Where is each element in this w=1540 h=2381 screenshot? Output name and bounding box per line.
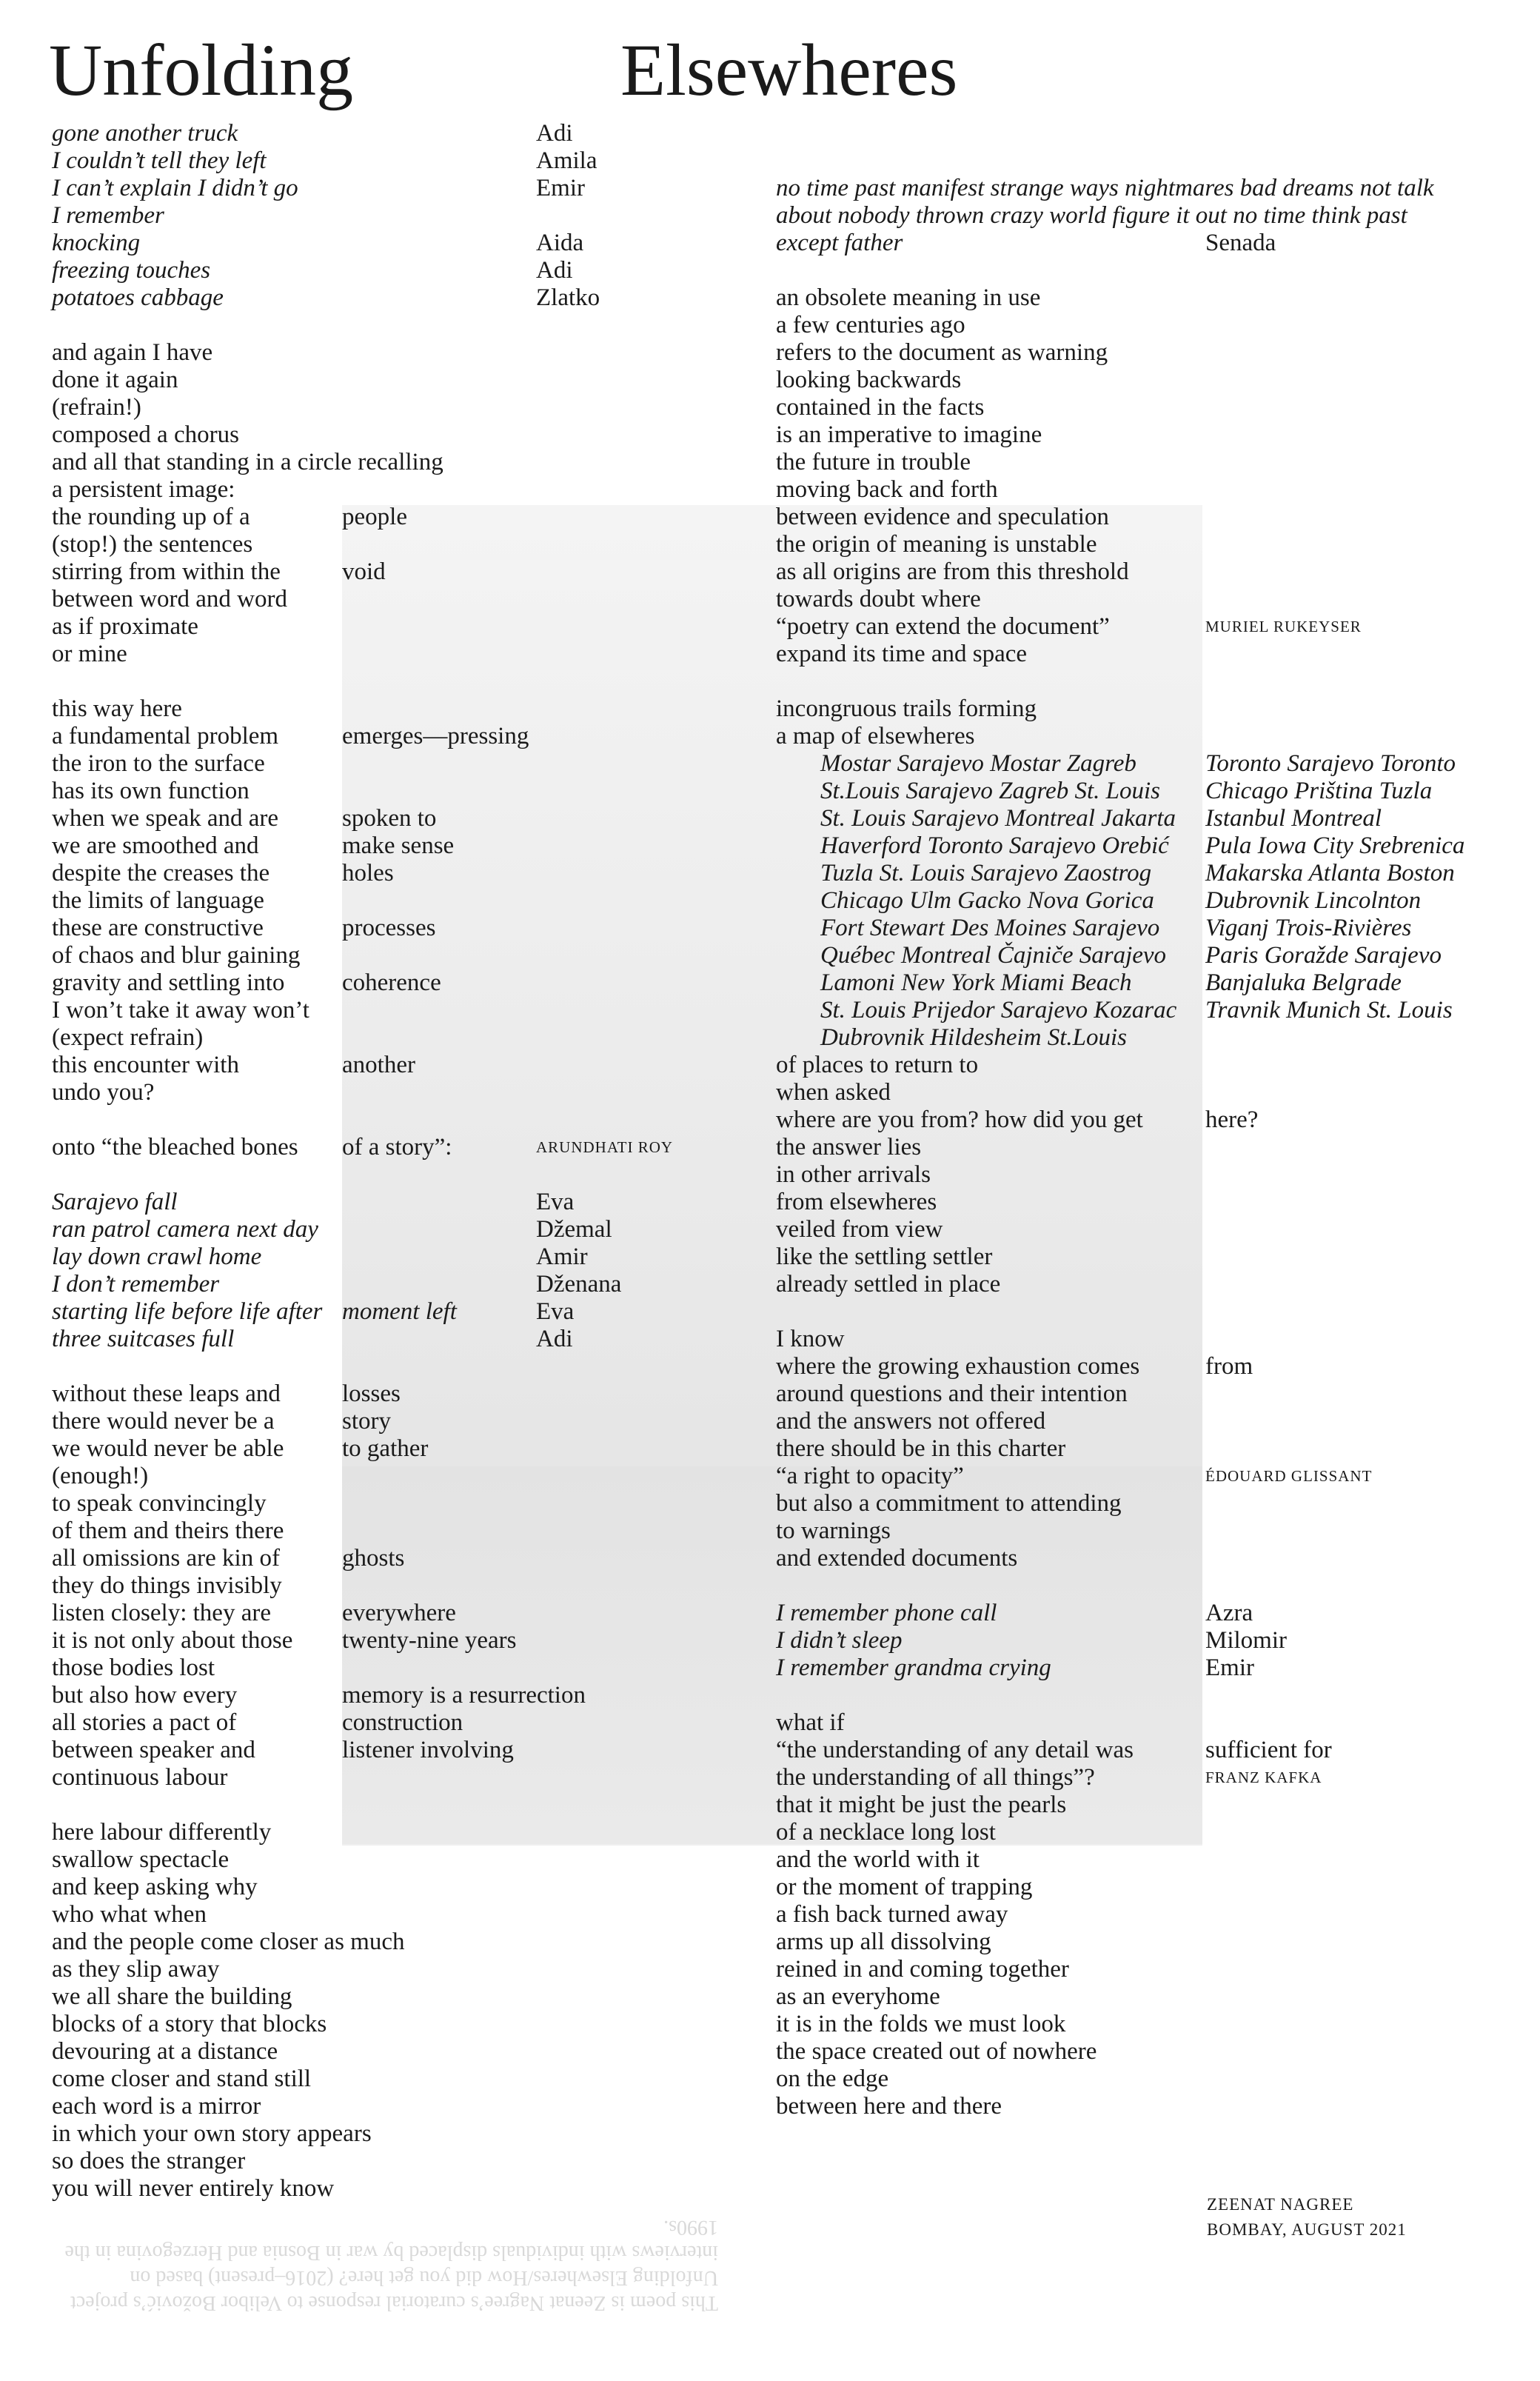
- poem-line: the origin of meaning is unstable: [776, 531, 1097, 558]
- poem-line: [536, 394, 673, 421]
- poem-line: [1205, 1298, 1464, 1326]
- poem-line: I remember: [52, 202, 164, 229]
- poem-line: gravity and settling into: [52, 969, 285, 996]
- poem-line: between speaker and: [52, 1737, 255, 1763]
- poem-line: the future in trouble: [776, 449, 971, 475]
- poem-line: [1205, 1326, 1464, 1353]
- poem-line: [1205, 1380, 1464, 1408]
- poem-line: as they slip away: [52, 1956, 220, 1983]
- poem-line: stirring from within the: [52, 558, 281, 585]
- poem-line: Dubrovnik Hildesheim St.Louis: [820, 1024, 1127, 1051]
- poem-line: people: [342, 504, 407, 530]
- poem-line: [1205, 695, 1464, 723]
- poem-line: [536, 750, 673, 778]
- poem-line: when asked: [776, 1079, 891, 1106]
- poem-line: [1205, 1052, 1464, 1079]
- poem-line: and again I have: [52, 339, 213, 366]
- poem-line: all stories a pact of: [52, 1709, 237, 1736]
- poem-line: [342, 1463, 586, 1490]
- poem-line: from: [1205, 1353, 1253, 1380]
- poem-line: Mostar Sarajevo Mostar Zagreb: [820, 750, 1136, 777]
- poem-line: Eva: [536, 1189, 575, 1215]
- poem-line: [1205, 257, 1464, 284]
- poem-line: [536, 504, 673, 531]
- poem-line: to gather: [342, 1435, 429, 1462]
- poem-line: Zlatko: [536, 284, 600, 311]
- poem-line: and the world with it: [776, 1846, 980, 1873]
- poem-line: there would never be a: [52, 1408, 275, 1435]
- poem-line: swallow spectacle: [52, 1846, 230, 1873]
- poem-line: [536, 887, 673, 915]
- poem-line: moving back and forth: [776, 476, 998, 503]
- poem-line: [536, 367, 673, 394]
- poem-line: that it might be just the pearls: [776, 1791, 1067, 1818]
- poem-line: around questions and their intention: [776, 1380, 1128, 1407]
- poem-line: potatoes cabbage: [52, 284, 224, 311]
- poem-line: Tuzla St. Louis Sarajevo Zaostrog: [820, 860, 1152, 886]
- poem-line: I won’t take it away won’t: [52, 997, 309, 1023]
- poem-line: (enough!): [52, 1463, 149, 1489]
- poem-line: I couldn’t tell they left: [52, 147, 267, 174]
- poem-line: to warnings: [776, 1517, 891, 1544]
- poem-line: [536, 969, 673, 997]
- poem-line: Adi: [536, 120, 573, 147]
- title-unfolding: Unfolding: [49, 29, 354, 111]
- poem-line: construction: [342, 1709, 463, 1736]
- poem-line: [1205, 641, 1464, 668]
- poem-line: [536, 1024, 673, 1052]
- poem-line: Adi: [536, 1326, 573, 1352]
- poem-line: ÉDOUARD GLISSANT: [1205, 1467, 1373, 1485]
- poem-line: refers to the document as warning: [776, 339, 1108, 366]
- poem-line: [1205, 1682, 1464, 1709]
- poem-line: [536, 586, 673, 613]
- poem-line: [1205, 1490, 1464, 1517]
- poem-line: ghosts: [342, 1545, 405, 1572]
- poem-line: (expect refrain): [52, 1024, 204, 1051]
- poem-line: in other arrivals: [776, 1161, 931, 1188]
- poem-line: onto “the bleached bones: [52, 1134, 298, 1161]
- poem-line: [1205, 586, 1464, 613]
- poem-line: [1205, 1079, 1464, 1106]
- poem-line: [1205, 1709, 1464, 1737]
- poem-line: [536, 421, 673, 449]
- poem-line: here labour differently: [52, 1819, 272, 1846]
- poem-line: [536, 668, 673, 695]
- poem-line: the understanding of all things”?: [776, 1764, 1095, 1791]
- poem-line: Fort Stewart Des Moines Sarajevo: [820, 915, 1160, 941]
- signature: [1207, 2192, 1407, 2243]
- signature-place-date: BOMBAY, AUGUST 2021: [1207, 2220, 1407, 2239]
- poem-line: here?: [1205, 1106, 1259, 1133]
- poem-line: Emir: [1205, 1654, 1254, 1681]
- poem-line: [1205, 449, 1464, 476]
- poem-line: St.Louis Sarajevo Zagreb St. Louis: [820, 778, 1160, 804]
- poem-line: Sarajevo fall: [52, 1189, 178, 1215]
- poem-line: ARUNDHATI ROY: [536, 1138, 674, 1156]
- poem-line: [342, 1654, 586, 1682]
- poem-line: Azra: [1205, 1600, 1253, 1626]
- poem-line: veiled from view: [776, 1216, 943, 1243]
- poem-line: to speak convincingly: [52, 1490, 267, 1517]
- poem-line: Dženana: [536, 1271, 622, 1298]
- poem-line: composed a chorus: [52, 421, 239, 448]
- poem-line: where the growing exhaustion comes: [776, 1353, 1140, 1380]
- poem-line: [1205, 558, 1464, 586]
- poem-line: [1205, 504, 1464, 531]
- poem-line: Adi: [536, 257, 573, 284]
- poem-line: listener involving: [342, 1737, 514, 1763]
- poem-line: a map of elsewheres: [776, 723, 975, 749]
- poem-line: [1205, 312, 1464, 339]
- poem-line: Chicago Ulm Gacko Nova Gorica: [820, 887, 1154, 914]
- poem-line: [1205, 1408, 1464, 1435]
- poem-line: this encounter with: [52, 1052, 239, 1078]
- poem-line: is an imperative to imagine: [776, 421, 1042, 448]
- poem-line: Dubrovnik Lincolnton: [1205, 887, 1422, 914]
- poem-line: [536, 1052, 673, 1079]
- poem-line: St. Louis Prijedor Sarajevo Kozarac: [820, 997, 1177, 1023]
- poem-line: (stop!) the sentences: [52, 531, 253, 558]
- title-elsewheres: Elsewheres: [620, 29, 958, 111]
- poem-line: Viganj Trois-Rivières: [1205, 915, 1412, 941]
- speaker-names-column: [536, 120, 673, 1353]
- poem-line: [536, 997, 673, 1024]
- poem-line: emerges—pressing: [342, 723, 529, 749]
- poem-line: [536, 531, 673, 558]
- poem-line: [1205, 1216, 1464, 1243]
- poem-line: each word is a mirror: [52, 2093, 261, 2120]
- poem-line: [342, 1490, 586, 1517]
- poem-line: as all origins are from this threshold: [776, 558, 1129, 585]
- poem-line: ran patrol camera next day: [52, 1216, 318, 1243]
- poem-line: it is not only about those: [52, 1627, 293, 1654]
- poem-line: [1205, 1517, 1464, 1545]
- poem-line: no time past manifest strange ways nightmares bad dreams not talk: [776, 175, 1434, 201]
- poem-line: expand its time and space: [776, 641, 1028, 667]
- poem-line: reined in and coming together: [776, 1956, 1069, 1983]
- poem-line: [536, 558, 673, 586]
- poem-line: when we speak and are: [52, 805, 279, 832]
- poem-line: the rounding up of a: [52, 504, 250, 530]
- poem-line: in which your own story appears: [52, 2120, 372, 2147]
- poem-line: holes: [342, 860, 394, 886]
- poem-line: has its own function: [52, 778, 250, 804]
- poem-line: [1205, 476, 1464, 504]
- poem-line: all omissions are kin of: [52, 1545, 280, 1572]
- poem-line: processes: [342, 915, 436, 941]
- poem-line: or mine: [52, 641, 127, 667]
- poem-line: [1205, 202, 1464, 230]
- poem-line: Senada: [1205, 230, 1276, 256]
- poem-line: on the edge: [776, 2066, 889, 2092]
- poem-line: [536, 942, 673, 969]
- poem-line: contained in the facts: [776, 394, 985, 421]
- poem-line: everywhere: [342, 1600, 456, 1626]
- poem-line: there should be in this charter: [776, 1435, 1066, 1462]
- poem-line: [1205, 1189, 1464, 1216]
- poem-line: looking backwards: [776, 367, 962, 393]
- poem-line: [1205, 175, 1464, 202]
- poem-line: the iron to the surface: [52, 750, 265, 777]
- poem-line: so does the stranger: [52, 2148, 246, 2174]
- poem-line: where are you from? how did you get: [776, 1106, 1143, 1133]
- poem-line: Milomir: [1205, 1627, 1288, 1654]
- poem-line: void: [342, 558, 386, 585]
- poem-line: memory is a resurrection: [342, 1682, 586, 1709]
- poem-line: between here and there: [776, 2093, 1002, 2120]
- poem-line: [1205, 394, 1464, 421]
- poem-far-right-column: [1205, 120, 1464, 1791]
- poem-line: [342, 1517, 586, 1545]
- poem-line: already settled in place: [776, 1271, 1001, 1298]
- poem-line: losses: [342, 1380, 401, 1407]
- poem-line: St. Louis Sarajevo Montreal Jakarta: [820, 805, 1176, 832]
- poem-line: I didn’t sleep: [776, 1627, 903, 1654]
- poem-line: [1205, 1161, 1464, 1189]
- poem-line: blocks of a story that blocks: [52, 2011, 327, 2037]
- poem-line: without these leaps and: [52, 1380, 281, 1407]
- poem-line: [1205, 421, 1464, 449]
- poem-line: despite the creases the: [52, 860, 270, 886]
- poem-line: [536, 339, 673, 367]
- poem-line: a few centuries ago: [776, 312, 965, 338]
- poem-line: [536, 723, 673, 750]
- poem-line: Eva: [536, 1298, 575, 1325]
- poem-line: we are smoothed and: [52, 832, 259, 859]
- poem-line: I can’t explain I didn’t go: [52, 175, 298, 201]
- poem-line: Makarska Atlanta Boston: [1205, 860, 1455, 886]
- poem-line: Emir: [536, 175, 585, 201]
- poem-line: [1205, 120, 1464, 147]
- poem-line: listen closely: they are: [52, 1600, 271, 1626]
- poem-line: come closer and stand still: [52, 2066, 312, 2092]
- poem-line: [536, 1106, 673, 1134]
- poem-line: make sense: [342, 832, 455, 859]
- poem-line: they do things invisibly: [52, 1572, 282, 1599]
- poem-line: “poetry can extend the document”: [776, 613, 1110, 640]
- poem-line: I remember grandma crying: [776, 1654, 1051, 1681]
- poem-line: Istanbul Montreal: [1205, 805, 1382, 832]
- poem-line: Banjaluka Belgrade: [1205, 969, 1402, 996]
- poem-line: [1205, 531, 1464, 558]
- poem-line: between evidence and speculation: [776, 504, 1109, 530]
- poem-line: we all share the building: [52, 1983, 292, 2010]
- poem-line: [536, 860, 673, 887]
- poem-line: [1205, 284, 1464, 312]
- poem-line: [536, 476, 673, 504]
- poem-line: what if: [776, 1709, 845, 1736]
- poem-line: continuous labour: [52, 1764, 228, 1791]
- poem-line: sufficient for: [1205, 1737, 1332, 1763]
- poem-line: “the understanding of any detail was: [776, 1737, 1134, 1763]
- poem-line: three suitcases full: [52, 1326, 235, 1352]
- poem-line: of them and theirs there: [52, 1517, 284, 1544]
- poem-line: and all that standing in a circle recalling: [52, 449, 443, 475]
- poem-line: [1205, 1572, 1464, 1600]
- poem-line: FRANZ KAFKA: [1205, 1769, 1322, 1786]
- poem-line: I remember phone call: [776, 1600, 997, 1626]
- poem-line: undo you?: [52, 1079, 155, 1106]
- poem-line: moment left: [342, 1298, 457, 1325]
- poem-line: [1205, 723, 1464, 750]
- poem-line: (refrain!): [52, 394, 141, 421]
- poem-line: of chaos and blur gaining: [52, 942, 301, 969]
- poem-line: and keep asking why: [52, 1874, 258, 1900]
- poem-line: [1205, 1243, 1464, 1271]
- poem-line: Džemal: [536, 1216, 612, 1243]
- poem-line: [1205, 668, 1464, 695]
- poem-line: the answer lies: [776, 1134, 922, 1161]
- poem-line: lay down crawl home: [52, 1243, 262, 1270]
- poem-line: who what when: [52, 1901, 207, 1928]
- poem-line: spoken to: [342, 805, 437, 832]
- poem-line: a fundamental problem: [52, 723, 279, 749]
- poem-line: and the people come closer as much: [52, 1928, 405, 1955]
- poem-line: from elsewheres: [776, 1189, 937, 1215]
- poem-line: [536, 613, 673, 641]
- poem-line: [1205, 1271, 1464, 1298]
- poem-line: gone another truck: [52, 120, 238, 147]
- poem-line: [536, 778, 673, 805]
- poem-line: Amir: [536, 1243, 588, 1270]
- poem-line: [536, 202, 673, 230]
- poem-line: but also how every: [52, 1682, 238, 1709]
- poem-line: freezing touches: [52, 257, 211, 284]
- poem-line: coherence: [342, 969, 441, 996]
- poem-line: I know: [776, 1326, 845, 1352]
- poem-line: MURIEL RUKEYSER: [1205, 618, 1362, 635]
- poem-line: Travnik Munich St. Louis: [1205, 997, 1453, 1023]
- poem-line: an obsolete meaning in use: [776, 284, 1041, 311]
- poem-line: Lamoni New York Miami Beach: [820, 969, 1132, 996]
- poem-line: as if proximate: [52, 613, 198, 640]
- poem-line: those bodies lost: [52, 1654, 215, 1681]
- poem-line: [536, 641, 673, 668]
- poem-line: [1205, 367, 1464, 394]
- poem-line: Toronto Sarajevo Toronto: [1205, 750, 1456, 777]
- poem-line: [536, 449, 673, 476]
- poem-line: of a story”:: [342, 1134, 452, 1161]
- poem-line: another: [342, 1052, 415, 1078]
- poem-line: and the answers not offered: [776, 1408, 1046, 1435]
- poem-line: these are constructive: [52, 915, 264, 941]
- poem-line: [1205, 339, 1464, 367]
- poem-line: devouring at a distance: [52, 2038, 278, 2065]
- poem-line: knocking: [52, 230, 141, 256]
- footer-note: This poem is Zeenat Nagree’s curatorial response to Velibor Božović’s project Unfolding Elsewheres/How did you get here? (2016–present) based on interviews with individuals displaced by war in Bosnia and Herzegovina in the 1990s.: [64, 2216, 718, 2314]
- poem-line: Pula Iowa City Srebrenica: [1205, 832, 1465, 859]
- poem-line: [1205, 147, 1464, 175]
- poem-line: “a right to opacity”: [776, 1463, 964, 1489]
- poem-line: it is in the folds we must look: [776, 2011, 1066, 2037]
- poem-line: Chicago Priština Tuzla: [1205, 778, 1433, 804]
- signature-author: ZEENAT NAGREE: [1207, 2195, 1354, 2214]
- poem-line: this way here: [52, 695, 182, 722]
- poem-line: towards doubt where: [776, 586, 981, 612]
- poem-line: [536, 805, 673, 832]
- poem-line: as an everyhome: [776, 1983, 940, 2010]
- poem-line: about nobody thrown crazy world figure it out no time think past: [776, 202, 1407, 229]
- poem-line: of a necklace long lost: [776, 1819, 996, 1846]
- poem-line: of places to return to: [776, 1052, 979, 1078]
- poem-line: and extended documents: [776, 1545, 1018, 1572]
- poem-line: Haverford Toronto Sarajevo Orebić: [820, 832, 1169, 859]
- poem-line: Québec Montreal Čajniče Sarajevo: [820, 942, 1167, 969]
- poem-line: Amila: [536, 147, 597, 174]
- poem-line: [536, 915, 673, 942]
- poem-line: story: [342, 1408, 391, 1435]
- poem-line: done it again: [52, 367, 178, 393]
- poem-line: [1205, 1024, 1464, 1052]
- poem-line: between word and word: [52, 586, 287, 612]
- poem-line: or the moment of trapping: [776, 1874, 1033, 1900]
- poem-line: [536, 695, 673, 723]
- poem-line: Aida: [536, 230, 584, 256]
- poem-line: Paris Goražde Sarajevo: [1205, 942, 1442, 969]
- poem-line: [1205, 1435, 1464, 1463]
- poem-line: like the settling settler: [776, 1243, 993, 1270]
- poem-line: [1205, 1134, 1464, 1161]
- poem-line: [1205, 1545, 1464, 1572]
- poem-line: [52, 1791, 443, 1819]
- poem-line: incongruous trails forming: [776, 695, 1037, 722]
- poem-line: we would never be able: [52, 1435, 284, 1462]
- poem-line: you will never entirely know: [52, 2175, 335, 2202]
- poem-line: the space created out of nowhere: [776, 2038, 1097, 2065]
- poem-line: I don’t remember: [52, 1271, 220, 1298]
- poem-line: but also a commitment to attending: [776, 1490, 1122, 1517]
- poem-line: [342, 1353, 586, 1380]
- poem-line: [536, 1161, 673, 1189]
- poem-line: [536, 312, 673, 339]
- poem-line: a persistent image:: [52, 476, 235, 503]
- poem-line: arms up all dissolving: [776, 1928, 991, 1955]
- poem-line: starting life before life after: [52, 1298, 323, 1325]
- poem-line: [342, 1572, 586, 1600]
- poem-line: twenty-nine years: [342, 1627, 517, 1654]
- poem-line: the limits of language: [52, 887, 264, 914]
- poem-line: [536, 1079, 673, 1106]
- poem-line: except father: [776, 230, 903, 256]
- poem-line: [536, 832, 673, 860]
- poem-line: a fish back turned away: [776, 1901, 1008, 1928]
